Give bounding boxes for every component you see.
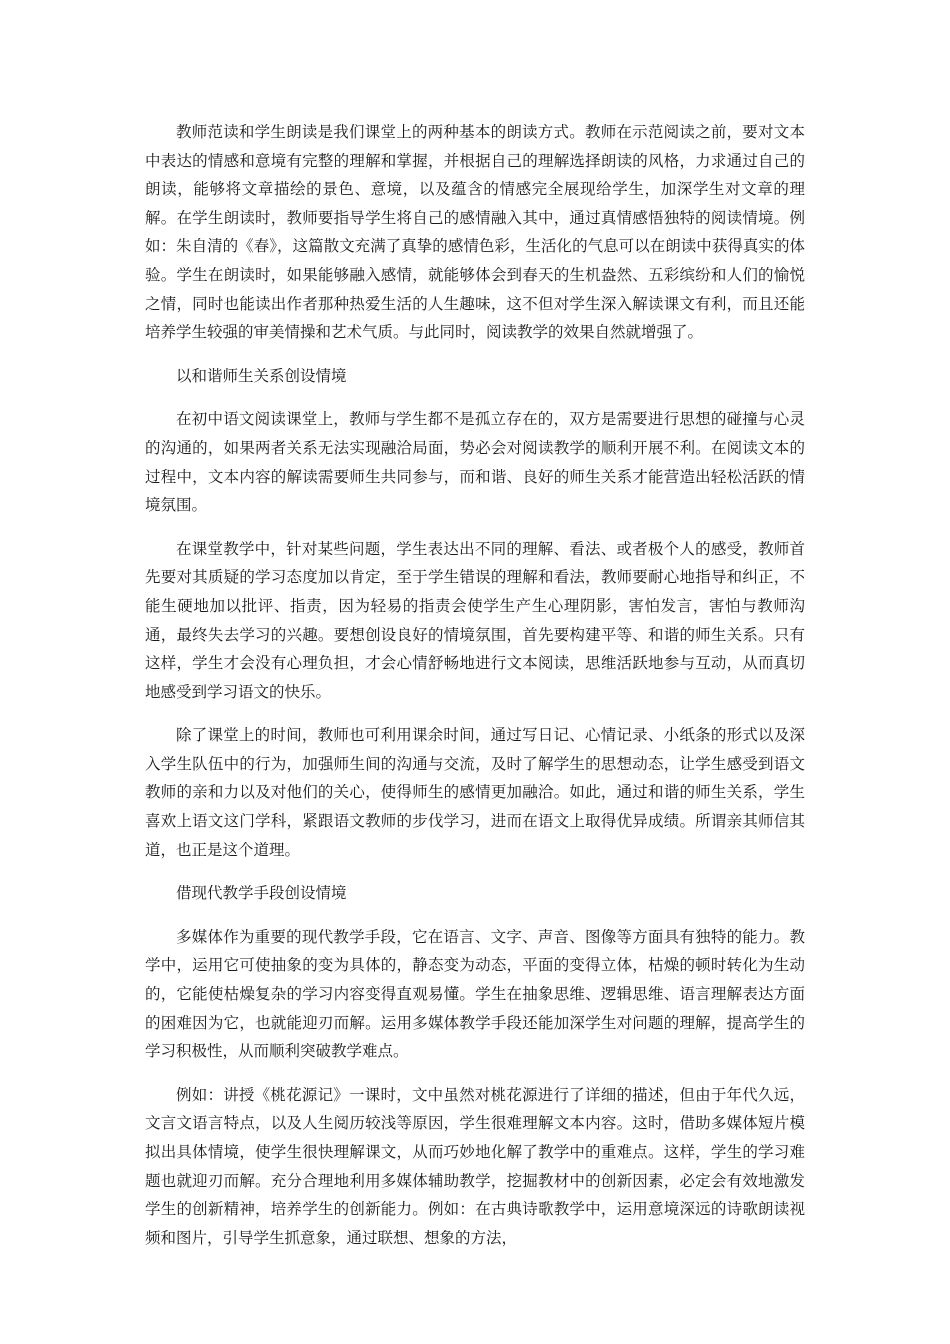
paragraph-example-taohuayuan: 例如：讲授《桃花源记》一课时，文中虽然对桃花源进行了详细的描述，但由于年代久远，文言文语言特点，以及人生阅历较浅等原因，学生很难理解文本内容。这时，借助多媒体短片模拟出具体情境，使学生很快理解课文，从而巧妙地化解了教学中的重难点。这样，学生的学习难题也就迎刃而解。充分合理地利用多媒体辅助教学，挖掘教材中的创新因素，必定会有效地激发学生的创新精神，培养学生的创新能力。例如：在古典诗歌教学中，运用意境深远的诗歌朗读视频和图片，引导学生抓意象，通过联想、想象的方法， [145, 1085, 805, 1247]
paragraph-reading-methods: 教师范读和学生朗读是我们课堂上的两种基本的朗读方式。教师在示范阅读之前，要对文本中表达的情感和意境有完整的理解和掌握，并根据自己的理解选择朗读的风格，力求通过自己的朗读，能够将文章描绘的景色、意境，以及蕴含的情感完全展现给学生，加深学生对文章的理解。在学生朗读时，教师要指导学生将自己的感情融入其中，通过真情感悟独特的阅读情境。例如：朱自清的《春》，这篇散文充满了真挚的感情色彩，生活化的气息可以在朗读中获得真实的体验。学生在朗读时，如果能够融入感情，就能够体会到春天的生机盎然、五彩缤纷和人们的愉悦之情，同时也能读出作者那种热爱生活的人生趣味，这不但对学生深入解读课文有利，而且还能培养学生较强的审美情操和艺术气质。与此同时，阅读教学的效果自然就增强了。 [145, 123, 805, 342]
paragraph-teacher-student-communication: 在初中语文阅读课堂上，教师与学生都不是孤立存在的，双方是需要进行思想的碰撞与心灵的沟通的，如果两者关系无法实现融洽局面，势必会对阅读教学的顺利开展不利。在阅读文本的过程中，文本内容的解读需要师生共同参与，而和谐、良好的师生关系才能营造出轻松活跃的情境氛围。 [145, 410, 805, 515]
paragraph-classroom-teaching: 在课堂教学中，针对某些问题，学生表达出不同的理解、看法、或者极个人的感受，教师首先要对其质疑的学习态度加以肯定，至于学生错误的理解和看法，教师要耐心地指导和纠正，不能生硬地加以批评、指责，因为轻易的指责会使学生产生心理阴影，害怕发言，害怕与教师沟通，最终失去学习的兴趣。要想创设良好的情境氛围，首先要构建平等、和谐的师生关系。只有这样，学生才会没有心理负担，才会心情舒畅地进行文本阅读，思维活跃地参与互动，从而真切地感受到学习语文的快乐。 [145, 539, 805, 701]
document-body [145, 118, 805, 1267]
section-heading-modern-teaching: 借现代教学手段创设情境 [176, 884, 347, 903]
section-heading-harmonious-relationship: 以和谐师生关系创设情境 [176, 366, 347, 385]
paragraph-after-class: 除了课堂上的时间，教师也可利用课余时间，通过写日记、心情记录、小纸条的形式以及深入学生队伍中的行为，加强师生间的沟通与交流，及时了解学生的思想动态，让学生感受到语文教师的亲和力以及对他们的关心，使得师生的感情更加融洽。如此，通过和谐的师生关系，学生喜欢上语文这门学科，紧跟语文教师的步伐学习，进而在语文上取得优异成绩。所谓亲其师信其道，也正是这个道理。 [145, 726, 805, 859]
paragraph-multimedia: 多媒体作为重要的现代教学手段，它在语言、文字、声音、图像等方面具有独特的能力。教学中，运用它可使抽象的变为具体的，静态变为动态，平面的变得立体，枯燥的顿时转化为生动的，它能使枯燥复杂的学习内容变得直观易懂。学生在抽象思维、逻辑思维、语言理解表达方面的困难因为它，也就能迎刃而解。运用多媒体教学手段还能加深学生对问题的理解，提高学生的学习积极性，从而顺利突破教学难点。 [145, 927, 805, 1061]
